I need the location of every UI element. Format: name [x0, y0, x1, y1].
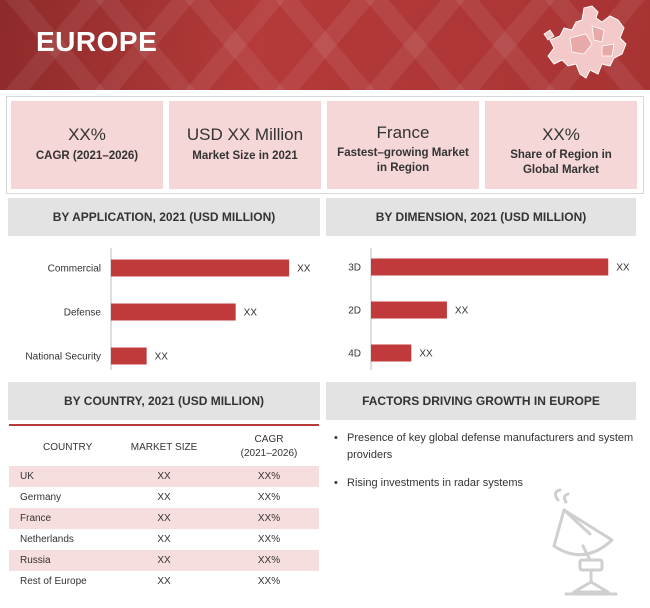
col-cagr-header: CAGR	[254, 434, 284, 445]
factors-header: FACTORS DRIVING GROWTH IN EUROPE	[326, 382, 636, 420]
table-row	[9, 508, 319, 529]
kpi-value: USD XX Million	[186, 125, 304, 144]
bar	[111, 260, 289, 277]
bar	[111, 348, 147, 365]
cell-market-size: XX	[157, 576, 171, 587]
kpi-market-size	[169, 101, 321, 189]
country-table	[9, 424, 319, 594]
cell-cagr: XX%	[257, 555, 281, 566]
data-label: XX	[243, 307, 258, 319]
kpi-value: XX%	[68, 125, 106, 144]
cell-country: UK	[20, 471, 34, 482]
bar	[371, 345, 411, 362]
kpi-label: CAGR (2021–2026)	[35, 150, 139, 162]
europe-map-icon	[540, 4, 632, 84]
kpi-cagr	[11, 101, 163, 189]
data-label: XX	[154, 351, 168, 363]
page-title: EUROPE	[36, 26, 158, 57]
cell-country: Netherlands	[20, 534, 74, 545]
cell-market-size: XX	[157, 534, 171, 545]
kpi-value: France	[376, 123, 430, 142]
bar	[371, 259, 608, 276]
kpi-fastest-growing	[327, 101, 479, 189]
application-bar-chart	[8, 240, 320, 378]
cell-cagr: XX%	[257, 534, 281, 545]
kpi-label: Market Size in 2021	[192, 150, 298, 162]
table-header	[9, 430, 319, 464]
kpi-share	[485, 101, 637, 189]
cell-country: Rest of Europe	[20, 576, 87, 587]
category-label: 2D	[348, 305, 361, 317]
dimension-bar-chart	[326, 240, 636, 378]
bar	[371, 302, 447, 319]
category-label: Defense	[63, 307, 101, 319]
data-label: XX	[454, 305, 469, 317]
bullet-icon: •	[334, 432, 338, 444]
cell-country: Russia	[20, 555, 51, 566]
data-label: XX	[616, 262, 630, 274]
col-cagr-period-header: (2021–2026)	[240, 448, 298, 459]
cell-market-size: XX	[157, 555, 171, 566]
cell-cagr: XX%	[257, 471, 281, 482]
table-row	[9, 487, 319, 508]
cell-cagr: XX%	[257, 513, 281, 524]
factor-item	[334, 430, 634, 464]
cell-market-size: XX	[157, 471, 171, 482]
application-header: BY APPLICATION, 2021 (USD MILLION)	[8, 198, 320, 236]
bullet-icon: •	[334, 477, 338, 489]
cell-market-size: XX	[157, 513, 171, 524]
category-label: Commercial	[47, 263, 101, 275]
category-label: 4D	[348, 348, 361, 360]
country-header: BY COUNTRY, 2021 (USD MILLION)	[8, 382, 320, 420]
kpi-label: Share of Region in Global Market	[510, 149, 612, 176]
table-row	[9, 571, 319, 592]
kpi-panel	[6, 96, 644, 194]
col-market-size-header: MARKET SIZE	[130, 442, 198, 453]
radar-dish-icon	[544, 488, 636, 598]
table-row	[9, 466, 319, 487]
factor-text: Presence of key global defense manufacturers and system providers	[347, 432, 634, 461]
header-banner	[0, 0, 650, 90]
cell-cagr: XX%	[257, 492, 281, 503]
cell-country: Germany	[20, 492, 62, 503]
kpi-label: Fastest–growing Market in Region	[337, 147, 469, 174]
data-label: XX	[419, 348, 433, 360]
col-country-header: COUNTRY	[43, 442, 93, 453]
table-row	[9, 529, 319, 550]
cell-market-size: XX	[157, 492, 171, 503]
cell-country: France	[20, 513, 52, 524]
category-label: National Security	[25, 351, 101, 363]
factor-text: Rising investments in radar systems	[347, 477, 524, 489]
kpi-value: XX%	[542, 125, 580, 144]
category-label: 3D	[348, 262, 361, 274]
dimension-header: BY DIMENSION, 2021 (USD MILLION)	[326, 198, 636, 236]
table-row	[9, 550, 319, 571]
cell-cagr: XX%	[257, 576, 281, 587]
bar	[111, 304, 236, 321]
data-label: XX	[297, 263, 311, 275]
